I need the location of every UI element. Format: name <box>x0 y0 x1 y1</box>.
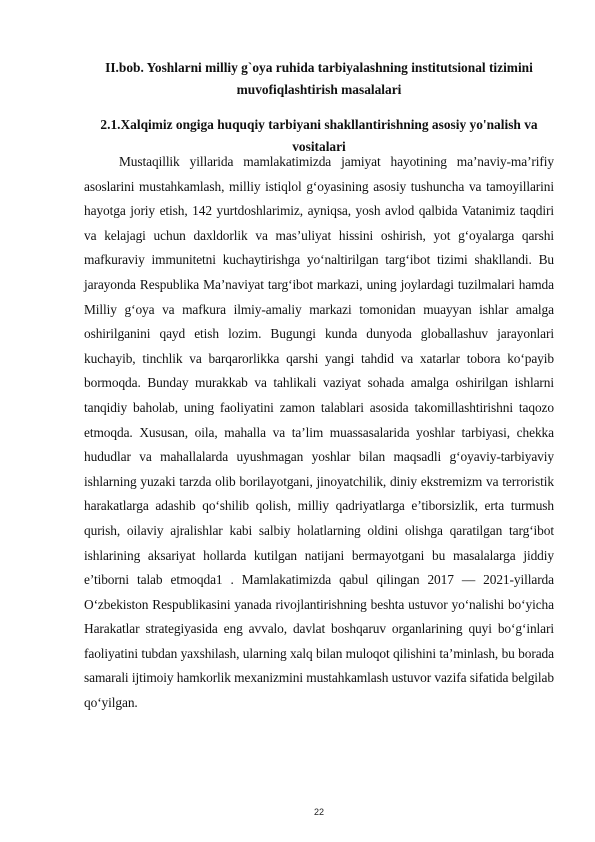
body-paragraph: Mustaqillik yillarida mamlakatimizda jamiyat hayotining ma’naviy-ma’rifiy asoslarini mustahkamlash, milliy istiqlol g‘oyasining asosiy tushuncha va tamoyillarini hayotga joriy etish, 142 yurtdoshlarimiz, ayniqsa, yosh avlod qalbida Vatanimiz taqdiri va kelajagi uchun daxldorlik va mas’uliyat hissini oshirish, yot g‘oyalarga qarshi mafkuraviy immunitetni kuchaytirishga yo‘naltirilgan targ‘ibot tizimi shakllandi. Bu jarayonda Respublika Ma’naviyat targ‘ibot markazi, uning joylardagi tuzilmalari hamda Milliy g‘oya va mafkura ilmiy-amaliy markazi tomonidan muayyan ishlar amalga oshirilganini qayd etish lozim. Bugungi kunda dunyoda globallashuv jarayonlari kuchayib, tinchlik va barqarorlikka qarshi yangi tahdid va xatarlar tobora ko‘payib bormoqda. Bunday murakkab va tahlikali vaziyat sohada amalga oshirilgan ishlarni tanqidiy baholab, uning faoliyatini zamon talablari asosida takomillashtirishni taqozo etmoqda. Xususan, oila, mahalla va ta’lim muassasalarida yoshlar tarbiyasi, chekka hududlar va mahallalarda uyushmagan yoshlar bilan maqsadli g‘oyaviy-tarbiyaviy ishlarning yuzaki tarzda olib borilayotgani, jinoyatchilik, diniy ekstremizm va terroristik harakatlarga adashib qo‘shilib qolish, milliy qadriyatlarga e’tiborsizlik, erta turmush qurish, oilaviy ajralishlar kabi salbiy holatlarning oldini olishga qaratilgan targ‘ibot ishlarining aksariyat hollarda kutilgan natijani bermayotgani bu masalalarga jiddiy e’tiborni talab etmoqda1 . Mamlakatimizda qabul qilingan 2017 — 2021-yillarda O‘zbekiston Respublikasini yanada rivojlantirishning beshta ustuvor yo‘nalishi bo‘yicha Harakatlar strategiyasida eng avvalo, davlat boshqaruv organlarining quyi bo‘g‘inlari faoliyatini tubdan yaxshilash, ularning xalq bilan muloqot qilishini ta’minlash, bu borada samarali ijtimoiy hamkorlik mexanizmini mustahkamlash ustuvor vazifa sifatida belgilab qo‘yilgan. <box>84 154 554 711</box>
page-number: 22 <box>313 807 324 817</box>
chapter-title: II.bob. Yoshlarni milliy g`oya ruhida tarbiyalashning institutsional tizimini muvofiqlashtirish masalalari <box>105 60 533 97</box>
section-title: 2.1.Xalqimiz ongiga huquqiy tarbiyani shakllantirishning asosiy yo'nalish va vositalari <box>100 117 538 154</box>
